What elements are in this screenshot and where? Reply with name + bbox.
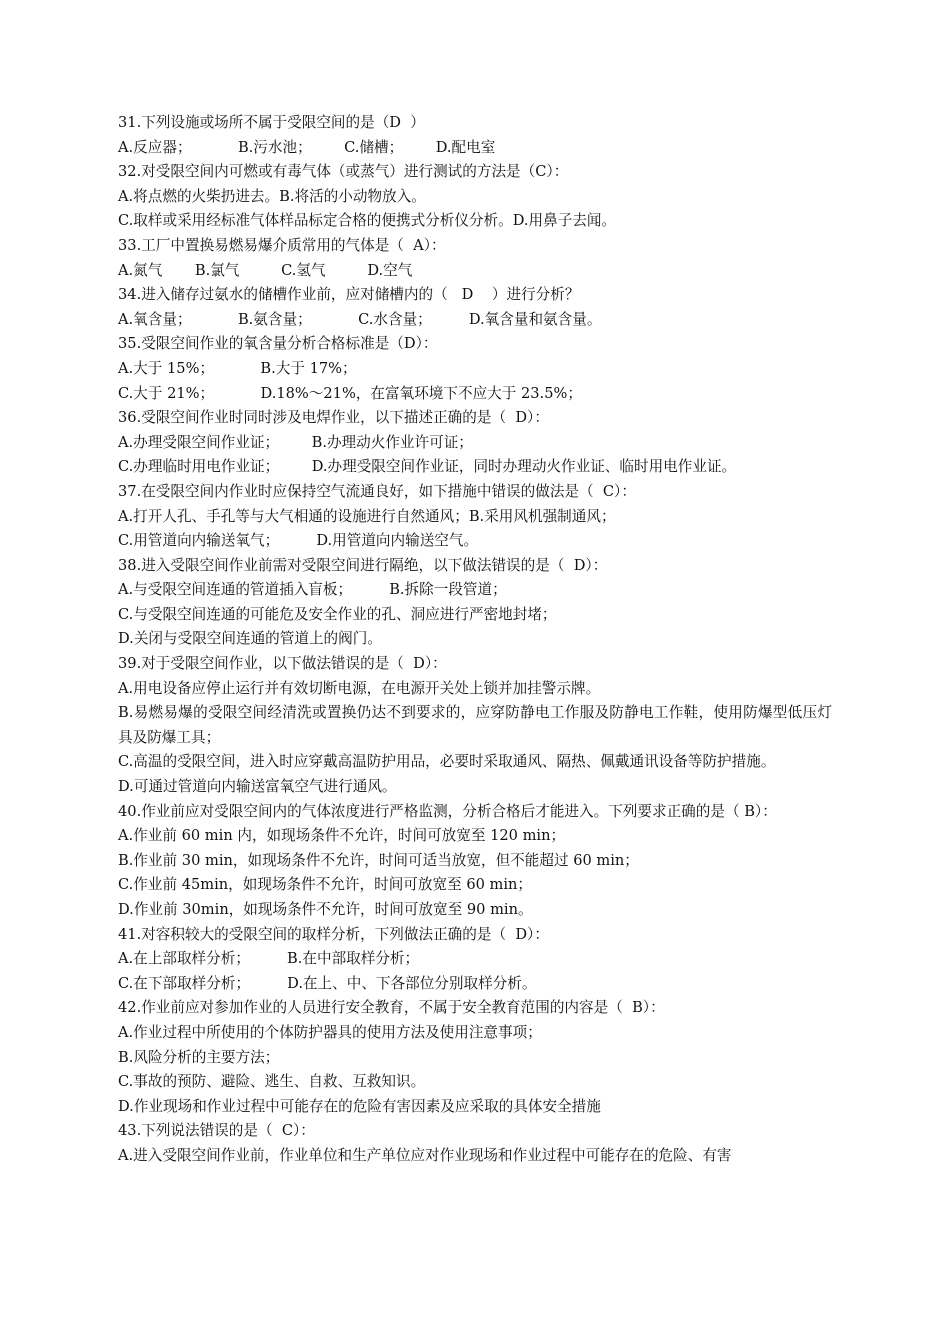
options-41-ab: A.在上部取样分析； B.在中部取样分析；	[118, 950, 420, 968]
options-32-ab: A.将点燃的火柴扔进去。B.将活的小动物放入。	[118, 187, 426, 205]
options-32-cd: C.取样或采用经标准气体样品标定合格的便携式分析仪分析。D.用鼻子去闻。	[118, 212, 617, 230]
option-39-a: A.用电设备应停止运行并有效切断电源，在电源开关处上锁并加挂警示牌。	[118, 679, 601, 697]
question-33: 33.工厂中置换易燃易爆介质常用的气体是（ A）：	[118, 236, 446, 254]
option-40-c: C.作业前 45min，如现场条件不允许，时间可放宽至 60 min；	[118, 876, 533, 894]
options-35-ab: A.大于 15%； B.大于 17%；	[118, 359, 357, 377]
option-43-a: A.进入受限空间作业前，作业单位和生产单位应对作业现场和作业过程中可能存在的危险、有害	[118, 1146, 732, 1164]
options-41-cd: C.在下部取样分析； D.在上、中、下各部位分别取样分析。	[118, 974, 537, 992]
option-42-d: D.作业现场和作业过程中可能存在的危险有害因素及应采取的具体安全措施	[118, 1097, 601, 1115]
option-40-b: B.作业前 30 min，如现场条件不允许，时间可适当放宽，但不能超过 60 min；	[118, 851, 639, 869]
question-39: 39.对于受限空间作业，以下做法错误的是（ D）：	[118, 655, 447, 673]
options-37-ab: A.打开人孔、手孔等与大气相通的设施进行自然通风；B.采用风机强制通风；	[118, 507, 616, 525]
question-41: 41.对容积较大的受限空间的取样分析，下列做法正确的是（ D）：	[118, 925, 549, 943]
question-38: 38.进入受限空间作业前需对受限空间进行隔绝，以下做法错误的是（ D）：	[118, 556, 608, 574]
option-39-c: C.高温的受限空间，进入时应穿戴高温防护用品，必要时采取通风、隔热、佩戴通讯设备等防护措施。	[118, 753, 776, 771]
options-37-cd: C.用管道向内输送氧气； D.用管道向内输送空气。	[118, 532, 479, 550]
option-38-c: C.与受限空间连通的可能危及安全作业的孔、洞应进行严密地封堵；	[118, 605, 557, 623]
question-37: 37.在受限空间内作业时应保持空气流通良好，如下措施中错误的做法是（ C）：	[118, 482, 636, 500]
question-40: 40.作业前应对受限空间内的气体浓度进行严格监测，分析合格后才能进入。下列要求正确的是（ B）：	[118, 802, 777, 820]
option-42-a: A.作业过程中所使用的个体防护器具的使用方法及使用注意事项；	[118, 1023, 542, 1041]
options-35-cd: C.大于 21%； D.18%～21%，在富氧环境下不应大于 23.5%；	[118, 384, 582, 402]
option-42-b: B.风险分析的主要方法；	[118, 1048, 280, 1066]
options-36-cd: C.办理临时用电作业证； D.办理受限空间作业证，同时办理动火作业证、临时用电作业证。	[118, 458, 737, 476]
options-36-ab: A.办理受限空间作业证； B.办理动火作业许可证；	[118, 433, 473, 451]
option-39-d: D.可通过管道向内输送富氧空气进行通风。	[118, 778, 397, 796]
option-40-d: D.作业前 30min，如现场条件不允许，时间可放宽至 90 min。	[118, 901, 533, 918]
question-35: 35.受限空间作业的氧含量分析合格标准是（D）：	[118, 335, 438, 353]
options-38-ab: A.与受限空间连通的管道插入盲板； B.拆除一段管道；	[118, 581, 507, 599]
option-40-a: A.作业前 60 min 内，如现场条件不允许，时间可放宽至 120 min；	[118, 827, 566, 845]
question-36: 36.受限空间作业时同时涉及电焊作业，以下描述正确的是（ D）：	[118, 409, 549, 427]
options-33: A.氮气 B.氯气 C.氢气 D.空气	[118, 261, 413, 279]
question-31: 31.下列设施或场所不属于受限空间的是（D ）	[118, 114, 425, 131]
question-43: 43.下列说法错误的是（ C）：	[118, 1122, 315, 1140]
option-39-b: B.易燃易爆的受限空间经清洗或置换仍达不到要求的，应穿防静电工作服及防静电工作鞋，使用防爆型低压灯具及防爆工具；	[118, 704, 832, 746]
options-34: A.氧含量； B.氨含量； C.水含量； D.氧含量和氨含量。	[118, 310, 602, 328]
question-32: 32.对受限空间内可燃或有毒气体（或蒸气）进行测试的方法是（C）：	[118, 163, 569, 181]
question-34: 34.进入储存过氨水的储槽作业前，应对储槽内的（ D ）进行分析？	[118, 286, 580, 304]
option-38-d: D.关闭与受限空间连通的管道上的阀门。	[118, 630, 382, 648]
question-42: 42.作业前应对参加作业的人员进行安全教育，不属于安全教育范围的内容是（ B）：	[118, 999, 665, 1017]
options-31: A.反应器； B.污水池； C.储槽； D.配电室	[118, 138, 496, 156]
option-42-c: C.事故的预防、避险、逃生、自救、互救知识。	[118, 1073, 426, 1091]
document-body	[118, 111, 832, 1169]
